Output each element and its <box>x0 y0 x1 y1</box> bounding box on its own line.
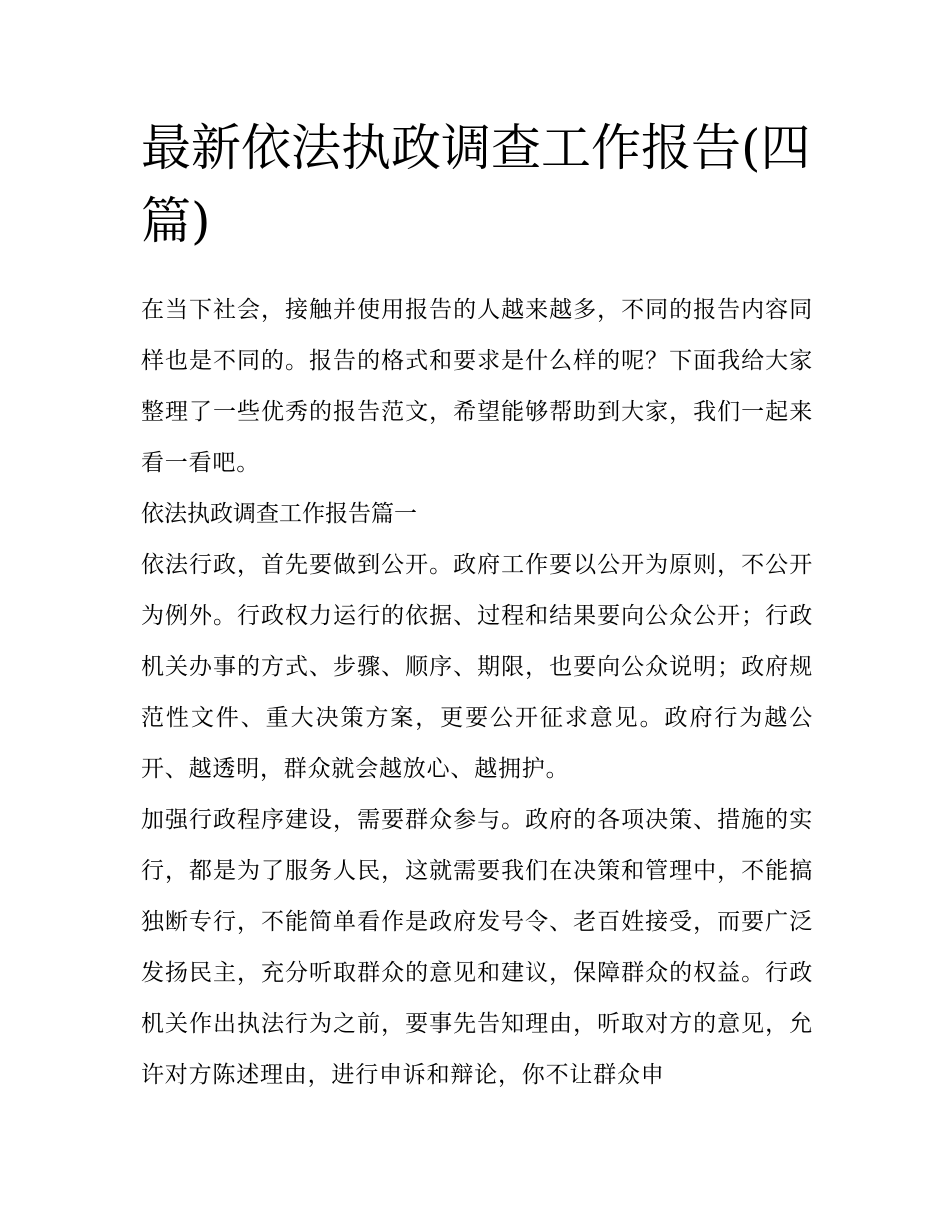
section-heading: 依法执政调查工作报告篇一 <box>141 501 417 527</box>
body-paragraph-2: 加强行政程序建设，需要群众参与。政府的各项决策、措施的实行，都是为了服务人民，这就需要我们在决策和管理中，不能搞独断专行，不能简单看作是政府发号令、老百姓接受，而要广泛发扬民主，充分听取群众的意见和建议，保障群众的权益。行政机关作出执法行为之前，要事先告知理由，听取对方的意见，允许对方陈述理由，进行申诉和辩论，你不让群众申 <box>141 807 813 1088</box>
intro-paragraph: 在当下社会，接触并使用报告的人越来越多，不同的报告内容同样也是不同的。报告的格式和要求是什么样的呢？下面我给大家整理了一些优秀的报告范文，希望能够帮助到大家，我们一起来看一看吧。 <box>141 297 813 476</box>
document-page <box>141 112 813 1101</box>
document-title: 最新依法执政调查工作报告(四篇) <box>141 119 811 250</box>
body-paragraph-1: 依法行政，首先要做到公开。政府工作要以公开为原则，不公开为例外。行政权力运行的依据、过程和结果要向公众公开；行政机关办事的方式、步骤、顺序、期限，也要向公众说明；政府规范性文件、重大决策方案，更要公开征求意见。政府行为越公开、越透明，群众就会越放心、越拥护。 <box>141 552 813 782</box>
